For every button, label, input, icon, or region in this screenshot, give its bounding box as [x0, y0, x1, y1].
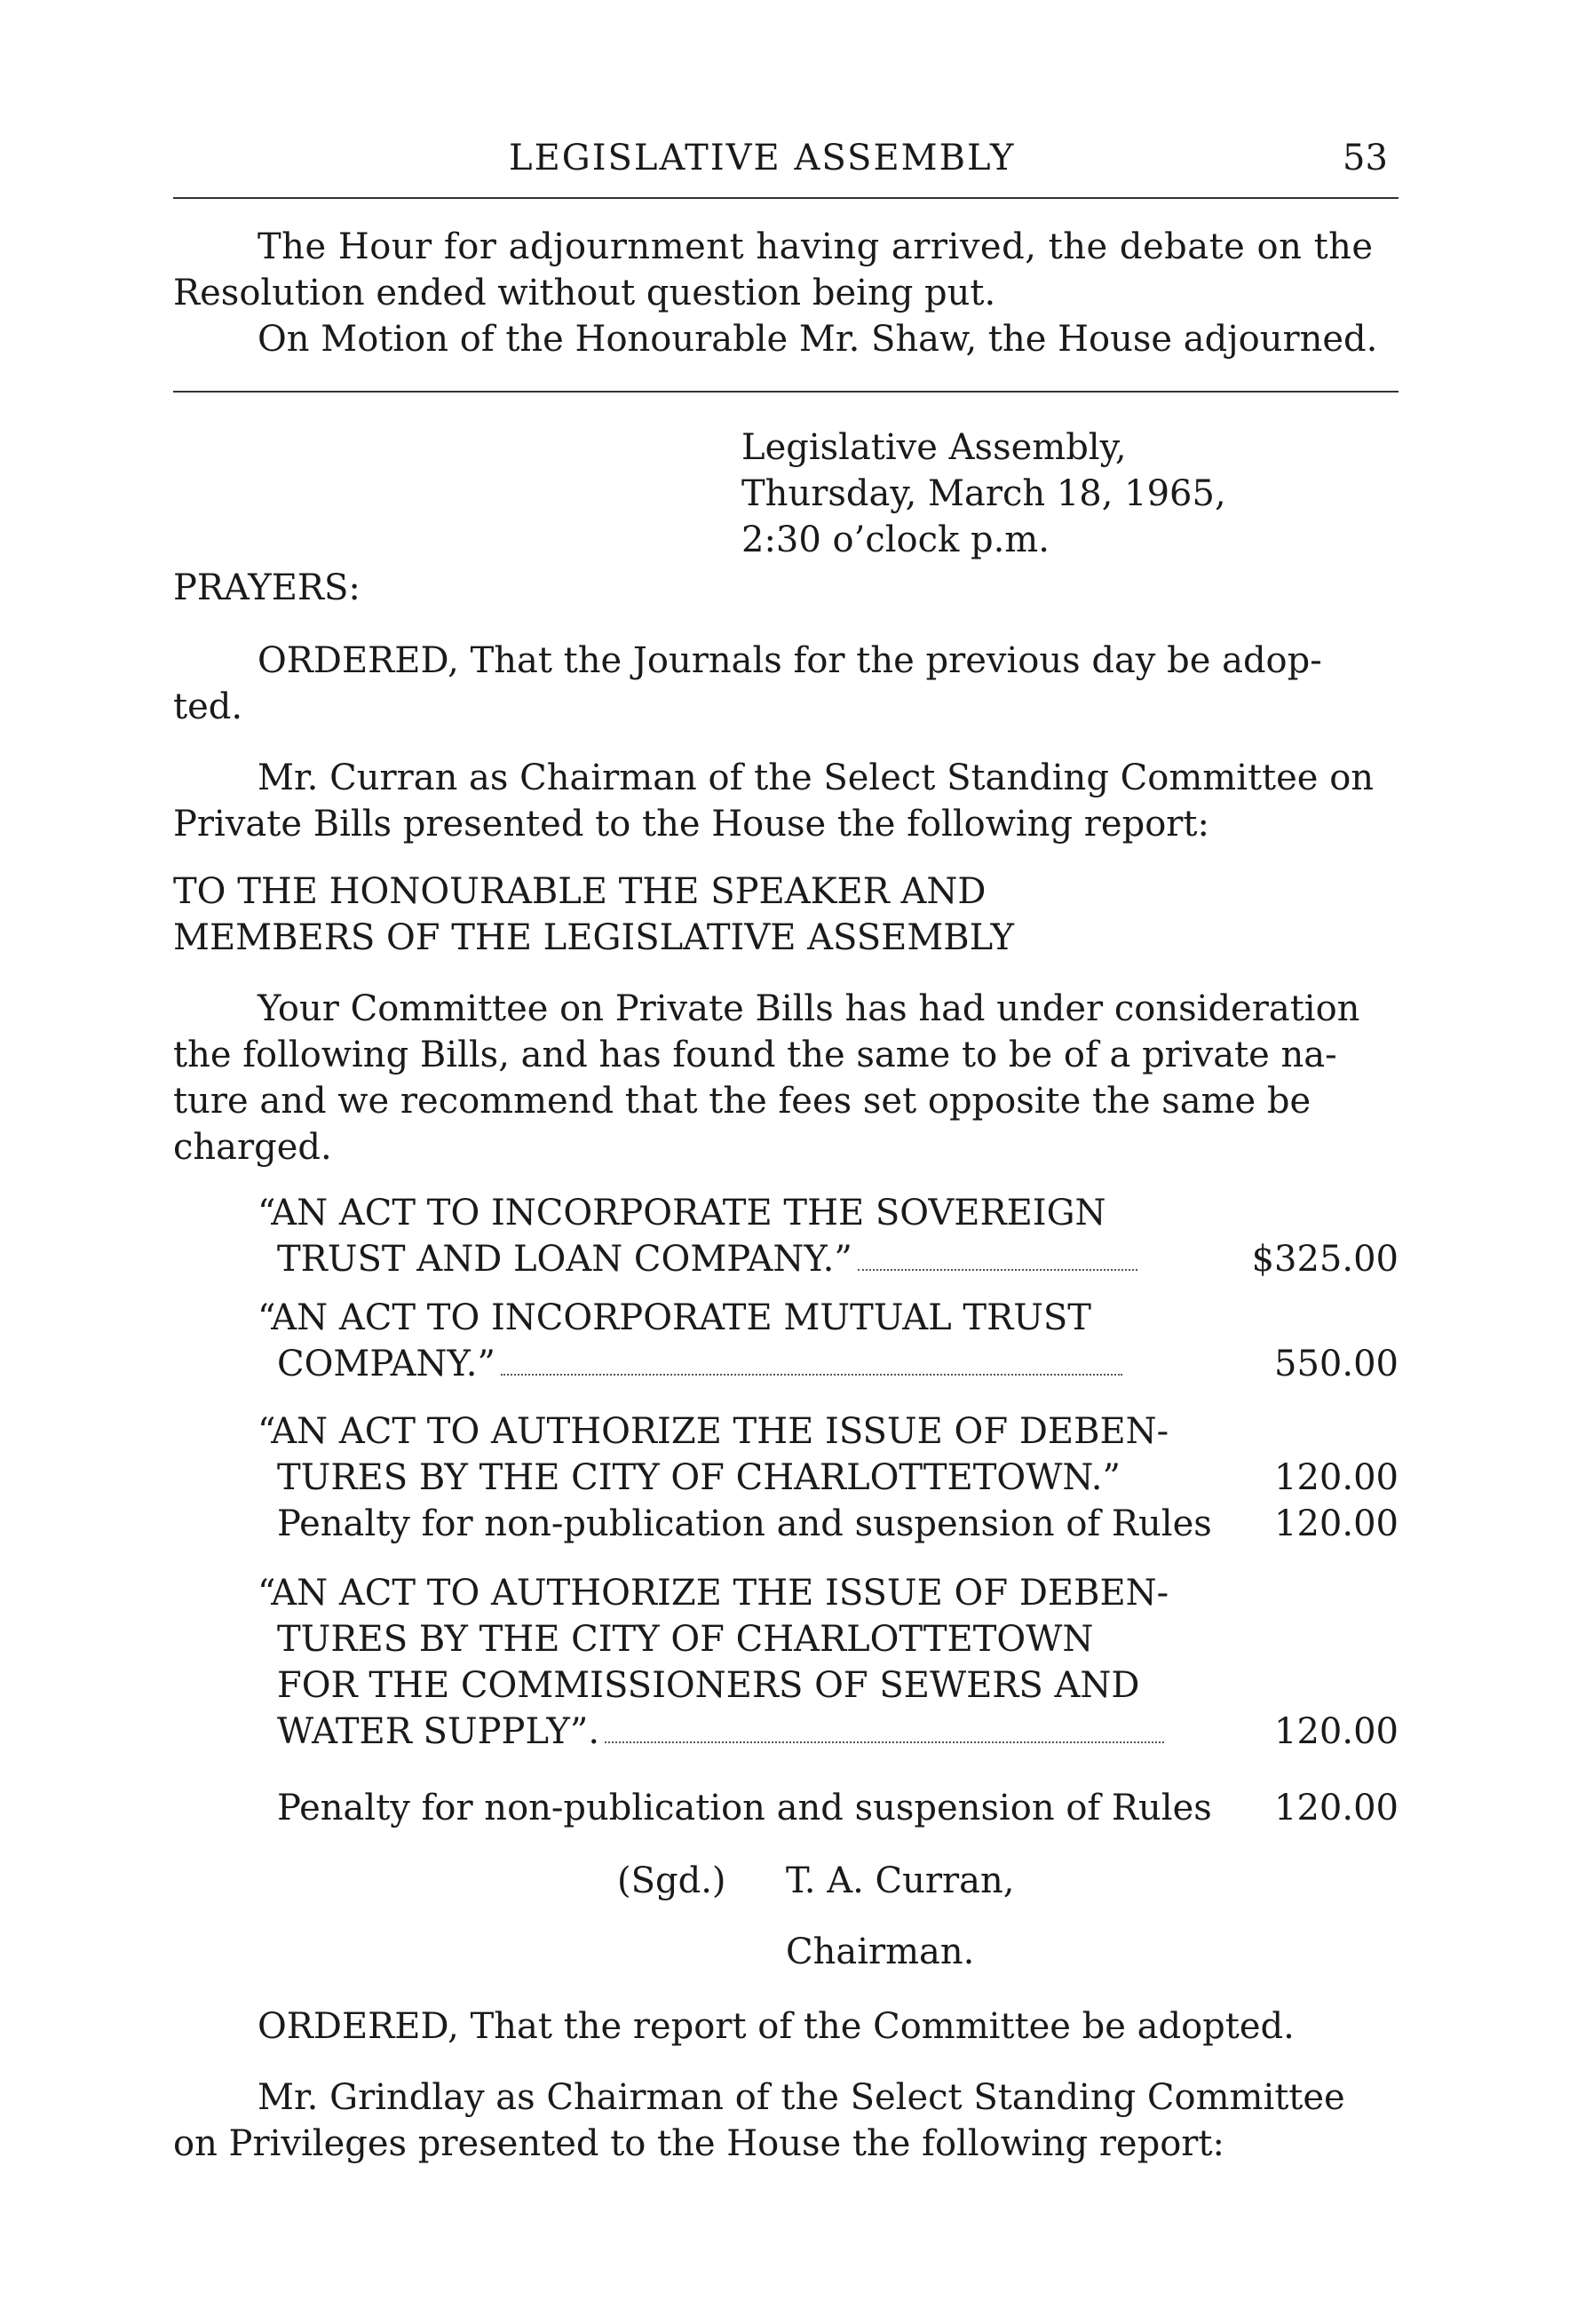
text-line: on Privileges presented to the House the following report: [173, 2123, 1224, 2164]
address-line: MEMBERS OF THE LEGISLATIVE ASSEMBLY [173, 917, 1015, 958]
penalty-fee: 120.00 [1274, 1788, 1399, 1828]
bill-line: FOR THE COMMISSIONERS OF SEWERS AND [277, 1665, 1140, 1706]
signature-sgd: (Sgd.) [617, 1860, 726, 1901]
bill-line: TURES BY THE CITY OF CHARLOTTETOWN [277, 1619, 1094, 1660]
text-line: Private Bills presented to the House the following report: [173, 804, 1209, 845]
bill-fee: $325.00 [1251, 1239, 1399, 1280]
bill-fee: 550.00 [1274, 1344, 1399, 1384]
dateline-line: Legislative Assembly, [741, 427, 1127, 468]
bill-line: “AN ACT TO AUTHORIZE THE ISSUE OF DEBEN- [258, 1411, 1169, 1452]
bill-title-end: WATER SUPPLY”. [277, 1711, 600, 1752]
section-rule [173, 391, 1399, 393]
text-line: ORDERED, That the report of the Committee be adopted. [258, 2006, 1295, 2047]
text-line: ted. [173, 686, 243, 727]
bill-fee: 120.00 [1274, 1457, 1399, 1498]
text-line: Mr. Curran as Chairman of the Select Standing Committee on [258, 757, 1375, 798]
penalty-line: Penalty for non-publication and suspension of Rules [277, 1503, 1212, 1544]
signature-title: Chairman. [786, 1931, 975, 1972]
address-line: TO THE HONOURABLE THE SPEAKER AND [173, 871, 987, 912]
bill-line: “AN ACT TO AUTHORIZE THE ISSUE OF DEBEN- [258, 1573, 1169, 1614]
text-line: Your Committee on Private Bills has had under consideration [258, 988, 1360, 1029]
bill-line [277, 1236, 1143, 1282]
dot-leader [605, 1741, 1164, 1743]
text-line: the following Bills, and has found the same to be of a private na- [173, 1035, 1337, 1075]
text-line: ORDERED, That the Journals for the previous day be adop- [258, 640, 1322, 681]
bill-line: TURES BY THE CITY OF CHARLOTTETOWN.” [277, 1457, 1121, 1498]
text-line: The Hour for adjournment having arrived, the debate on the [258, 226, 1374, 267]
dot-leader [501, 1374, 1122, 1376]
penalty-line: Penalty for non-publication and suspension of Rules [277, 1788, 1212, 1828]
bill-title-end: TRUST AND LOAN COMPANY.” [277, 1239, 852, 1280]
page-number: 53 [1343, 138, 1388, 178]
dateline-line: 2:30 o’clock p.m. [741, 520, 1050, 560]
prayers-heading: PRAYERS: [173, 567, 361, 608]
text-line: On Motion of the Honourable Mr. Shaw, the House adjourned. [258, 319, 1378, 360]
header-rule [173, 197, 1399, 199]
bill-fee: 120.00 [1274, 1711, 1399, 1752]
running-title: LEGISLATIVE ASSEMBLY [509, 138, 1016, 178]
text-line: Resolution ended without question being put. [173, 273, 996, 313]
dot-leader [858, 1269, 1137, 1271]
bill-line: “AN ACT TO INCORPORATE THE SOVEREIGN [258, 1193, 1106, 1233]
signature-name: T. A. Curran, [786, 1860, 1015, 1901]
text-line: charged. [173, 1127, 332, 1168]
penalty-fee: 120.00 [1274, 1503, 1399, 1544]
bill-line [277, 1709, 1169, 1755]
bill-line: “AN ACT TO INCORPORATE MUTUAL TRUST [258, 1297, 1091, 1338]
bill-line [277, 1341, 1128, 1387]
bill-title-end: COMPANY.” [277, 1344, 495, 1384]
text-line: Mr. Grindlay as Chairman of the Select Standing Committee [258, 2077, 1345, 2118]
dateline-line: Thursday, March 18, 1965, [741, 473, 1226, 514]
text-line: ture and we recommend that the fees set opposite the same be [173, 1081, 1312, 1122]
